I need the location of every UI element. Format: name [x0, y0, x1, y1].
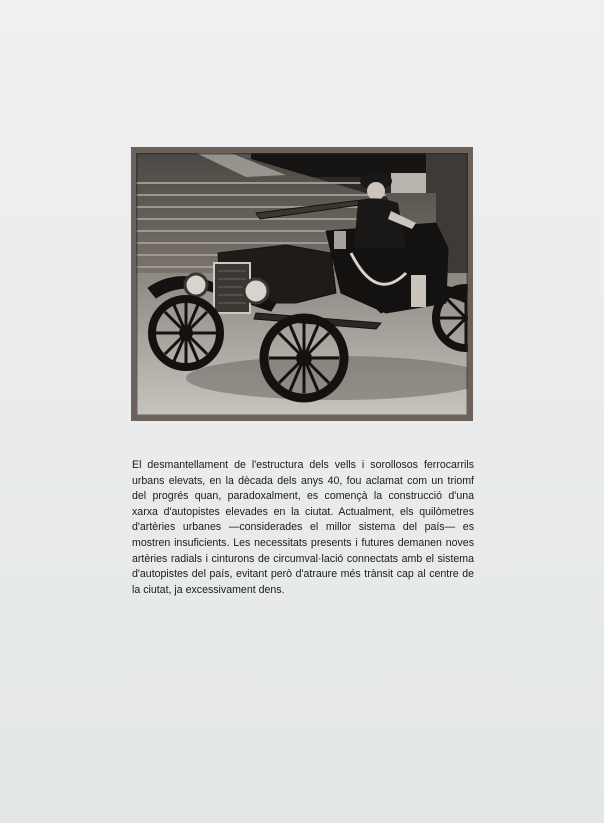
vintage-car-photo: [136, 153, 468, 416]
photo-frame: [131, 147, 473, 421]
caption-paragraph: El desmantellament de l'estructura dels vells i sorollosos ferrocarrils urbans elevats, en la dècada dels anys 40, fou aclamat com un triomf del progrés quan, paradoxalment, es començà la construcció d'una xarxa d'autopistes elevades en la ciutat. Actualment, els quilòmetres d'artèries urbanes —considerades el millor sistema del país— es mostren insuficients. Les necessitats presents i futures demanen noves artèries radials i cinturons de circumval·lació connectats amb el sistema d'autopistes del país, evitant però d'atraure més trànsit cap al centre de la ciutat, ja excessivament dens.: [132, 459, 474, 596]
